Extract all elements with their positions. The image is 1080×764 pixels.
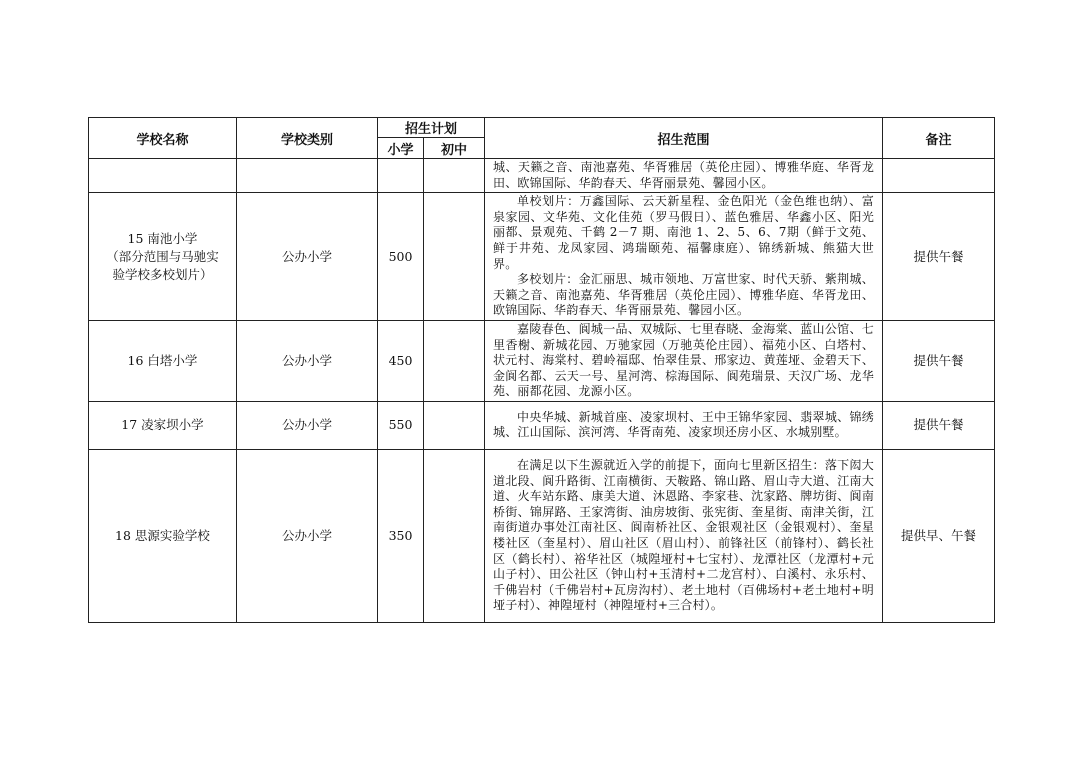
school-name: 15 南池小学 — [127, 230, 198, 246]
school-name-note: （部分范围与马驰实 — [106, 248, 219, 264]
cell-junior — [424, 159, 485, 193]
continuation-row — [89, 159, 995, 193]
cell-junior — [424, 401, 485, 449]
cell-primary: 350 — [378, 449, 424, 622]
scope-text: 城、天籁之音、南池嘉苑、华胥雅居（英伦庄园）、博雅华庭、华胥龙田、欧锦国际、华韵春天、华胥丽景苑、馨园小区。 — [493, 160, 875, 190]
scope-paragraph: 单校划片：万鑫国际、云天新星程、金色阳光（金色维也纳）、富泉家园、文华苑、文化佳苑（罗马假日）、蓝色雅居、华鑫小区、阳光丽都、景观苑、千鹤 2－7 期、南池 1、2、5、6、7期（鲜于文苑、鲜于井苑、龙凤家园、鸿瑞颐苑、福馨康庭）、锦绣新城、熊猫大世界。 — [493, 194, 875, 271]
cell-name — [89, 401, 237, 449]
cell-type — [237, 159, 378, 193]
header-primary: 小学 — [378, 138, 424, 159]
cell-scope — [485, 320, 883, 401]
scope-paragraph: 多校划片：金汇丽思、城市领地、万富世家、时代天骄、紫荆城、天籁之音、南池嘉苑、华胥雅居（英伦庄园）、博雅华庭、华胥龙田、欧锦国际、华韵春天、华胥丽景苑、馨园小区。 — [493, 272, 875, 318]
header-school-name: 学校名称 — [89, 118, 237, 159]
table-row — [89, 449, 995, 622]
cell-note: 提供午餐 — [883, 193, 995, 321]
school-name: 16 白塔小学 — [127, 352, 198, 368]
table-row — [89, 193, 995, 321]
cell-note: 提供早、午餐 — [883, 449, 995, 622]
header-junior: 初中 — [424, 138, 485, 159]
cell-primary — [378, 159, 424, 193]
cell-type: 公办小学 — [237, 401, 378, 449]
cell-note: 提供午餐 — [883, 320, 995, 401]
header-remarks: 备注 — [883, 118, 995, 159]
school-name-note: 验学校多校划片） — [112, 266, 213, 282]
cell-name — [89, 320, 237, 401]
header-school-type: 学校类别 — [237, 118, 378, 159]
cell-scope — [485, 401, 883, 449]
cell-type: 公办小学 — [237, 193, 378, 321]
cell-note: 提供午餐 — [883, 401, 995, 449]
cell-name — [89, 159, 237, 193]
scope-paragraph: 嘉陵春色、阆城一品、双城际、七里春晓、金海棠、蓝山公馆、七里香榭、新城花园、万驰家园（万驰英伦庄园）、福苑小区、白塔村、状元村、海棠村、碧岭福邸、怡翠佳景、邢家边、黄莲垭、金碧天下、金阆名都、云天一号、星河湾、棕海国际、阆苑瑞景、天汉广场、龙华苑、丽都花园、龙源小区。 — [493, 321, 875, 399]
cell-scope — [485, 449, 883, 622]
cell-scope — [485, 159, 883, 193]
header-enrollment-plan: 招生计划 — [378, 118, 485, 138]
cell-primary: 450 — [378, 320, 424, 401]
cell-name — [89, 449, 237, 622]
school-name: 18 思源实验学校 — [115, 527, 210, 543]
header-enrollment-scope: 招生范围 — [485, 118, 883, 159]
header-row-1 — [89, 118, 995, 138]
cell-type: 公办小学 — [237, 449, 378, 622]
cell-type: 公办小学 — [237, 320, 378, 401]
cell-name — [89, 193, 237, 321]
scope-paragraph: 在满足以下生源就近入学的前提下，面向七里新区招生：落下闳大道北段、阆升路街、江南横街、天鞍路、锦山路、眉山寺大道、江南大道、火车站东路、康美大道、沐恩路、李家巷、沈家路、牌坊街、阆南桥街、锦屏路、王家湾街、油房坡街、张宪街、奎星街、南津关街，江南街道办事处江南社区、阆南桥社区、金银观社区（金银观村）、奎星楼社区（奎星村）、眉山社区（眉山村）、前锋社区（前锋村）、鹤长社区（鹤长村）、裕华社区（城隍垭村+七宝村）、龙潭社区（龙潭村+元山子村）、田公社区（钟山村+玉清村+二龙宫村）、白溪村、永乐村、千佛岩村（千佛岩村+瓦房沟村）、老土地村（百佛场村+老土地村+明垭子村）、神隍垭村（神隍垭村+三合村）。 — [493, 457, 875, 613]
cell-note — [883, 159, 995, 193]
cell-junior — [424, 193, 485, 321]
cell-scope — [485, 193, 883, 321]
table-row — [89, 320, 995, 401]
cell-junior — [424, 449, 485, 622]
school-name: 17 凌家坝小学 — [121, 417, 204, 433]
scope-paragraph: 中央华城、新城首座、凌家坝村、王中王锦华家园、翡翠城、锦绣城、江山国际、滨河湾、华胥南苑、凌家坝还房小区、水城别墅。 — [493, 409, 875, 440]
table-row — [89, 401, 995, 449]
cell-junior — [424, 320, 485, 401]
enrollment-table — [88, 117, 995, 623]
cell-primary: 500 — [378, 193, 424, 321]
cell-primary: 550 — [378, 401, 424, 449]
